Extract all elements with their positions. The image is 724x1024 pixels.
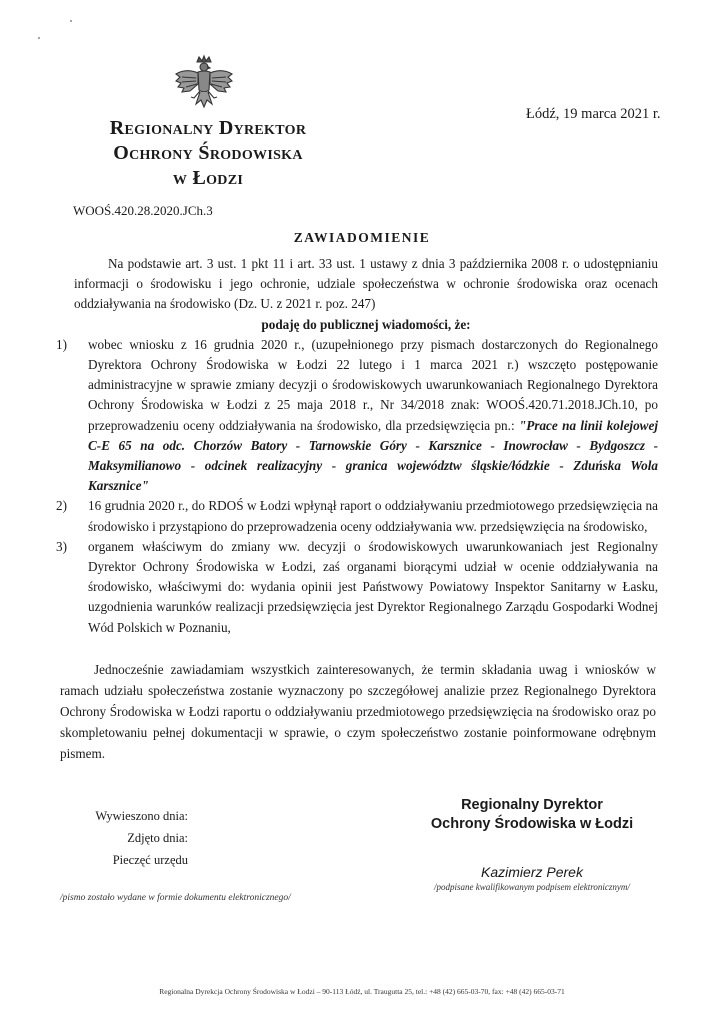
signatory-title	[404, 796, 660, 834]
document-body	[56, 254, 658, 638]
signature-note: /podpisane kwalifikowanym podpisem elektronicznym/	[434, 882, 630, 892]
document-date: Łódź, 19 marca 2021 r.	[526, 106, 661, 122]
list-item	[56, 335, 658, 497]
removed-date-label: Zdjęto dnia:	[127, 831, 188, 845]
project-title: "Prace na linii kolejowej C-E 65 na odc. Chorzów Batory - Tarnowskie Góry - Karsznice - Inowrocław - Bydgoszcz - Maksymilianowo - odcinek realizacyjny - granica województw śląskie/łódzkie - Zduńska Wola Karsznice"	[88, 417, 658, 494]
item-text: 16 grudnia 2020 r., do RDOŚ w Łodzi wpłynął raport o oddziaływaniu przedmiotowego przedsięwzięcia na środowisko i przystąpiono do przeprowadzenia oceny oddziaływania ww. przedsięwzięcia na środowisko,	[88, 498, 658, 534]
issuing-office	[70, 116, 346, 191]
document-heading: ZAWIADOMIENIE	[293, 230, 431, 245]
item-text: wobec wniosku z 16 grudnia 2020 r., (uzupełnionego przy pismach dostarczonych do Regionalnego Dyrektora Ochrony Środowiska w Łodzi 22 lutego i 1 marca 2021 r.) wszczęto postępowanie administracyjne w sprawie zmiany decyzji o środowiskowych uwarunkowaniach Regionalnego Dyrektora Ochrony Środowiska w Łodzi z 25 maja 2018 r., Nr 34/2018 znak: WOOŚ.420.71.2018.JCh.10, po przeprowadzeniu oceny oddziaływania na środowisko, dla przedsięwzięcia pn.:	[88, 336, 658, 433]
signatory-line: Regionalny Dyrektor	[461, 797, 603, 813]
item-number: 2)	[56, 498, 67, 514]
list-item	[56, 537, 658, 638]
intro-paragraph: Na podstawie art. 3 ust. 1 pkt 11 i art. 33 ust. 1 ustawy z dnia 3 października 2008 r. o udostępnianiu informacji o środowisku i jego ochronie, udziale społeczeństwa w ochronie środowiska oraz ocenach oddziaływania na środowisko (Dz. U. z 2021 r. poz. 247)	[74, 256, 658, 312]
polish-eagle-emblem-icon	[172, 54, 236, 114]
closing-section	[60, 659, 656, 764]
item-text: organem właściwym do zmiany ww. decyzji o środowiskowych uwarunkowaniach jest Regionalny Dyrektor Ochrony Środowiska w Łodzi, zaś organami biorącymi udział w ocenie oddziaływania na środowisko, właściwymi do: wydania opinii jest Państwowy Powiatowy Inspektor Sanitarny w Łasku, uzgodnienia warunków realizacji przedsięwzięcia jest Dyrektor Regionalnego Zarządu Gospodarki Wodnej Wód Polskich w Poznaniu,	[88, 538, 658, 635]
signatory-name: Kazimierz Perek	[481, 864, 583, 880]
office-stamp-label: Pieczęć urzędu	[112, 853, 188, 867]
scan-speck	[70, 20, 72, 22]
closing-paragraph: Jednocześnie zawiadamiam wszystkich zainteresowanych, że termin składania uwag i wniosków w ramach udziału społeczeństwa zostanie wyznaczony po szczegółowej analizie przez Regionalnego Dyrektora Ochrony Środowiska w Łodzi raportu o oddziaływaniu przedmiotowego przedsięwzięcia na środowisko oraz po skompletowaniu pełnej dokumentacji w sprawie, o czym społeczeństwo zostanie poinformowane odrębnym pismem.	[60, 662, 656, 761]
posted-date-label: Wywieszono dnia:	[95, 809, 188, 823]
office-line: w Łodzi	[172, 167, 244, 189]
case-reference: WOOŚ.420.28.2020.JCh.3	[73, 203, 213, 218]
office-line: Ochrony Środowiska	[113, 142, 303, 164]
posting-info	[88, 805, 188, 871]
notice-items-list	[56, 335, 658, 638]
announcement-line: podaję do publicznej wiadomości, że:	[261, 316, 471, 332]
item-number: 3)	[56, 538, 67, 554]
signatory-line: Ochrony Środowiska w Łodzi	[430, 816, 634, 832]
list-item	[56, 496, 658, 536]
item-number: 1)	[56, 336, 67, 352]
electronic-document-note: /pismo zostało wydane w formie dokumentu elektronicznego/	[60, 893, 291, 903]
scan-speck	[38, 37, 40, 39]
page-footer: Regionalna Dyrekcja Ochrony Środowiska w Łodzi – 90-113 Łódź, ul. Traugutta 25, tel.: +48 (42) 665-03-70, fax: +48 (42) 665-03-71	[159, 987, 565, 996]
office-line: Regionalny Dyrektor	[109, 117, 307, 139]
